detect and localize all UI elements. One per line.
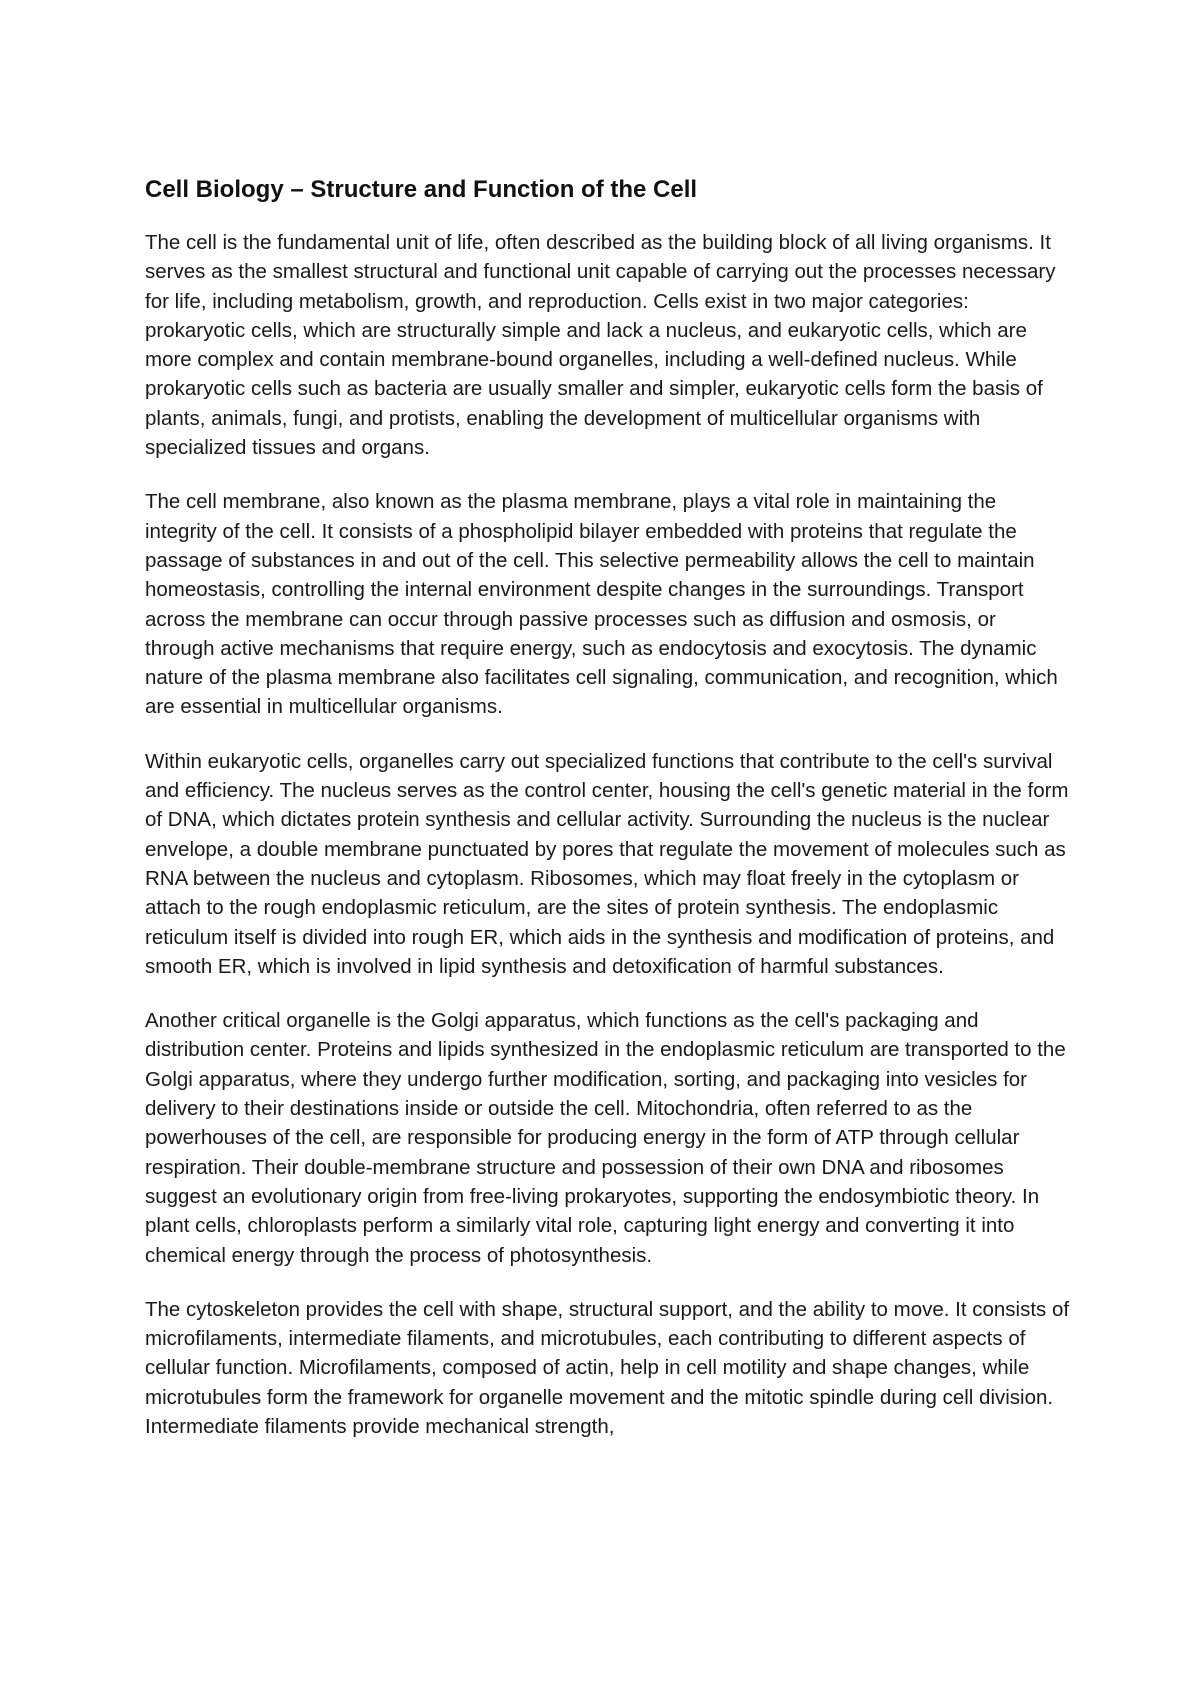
document-title: Cell Biology – Structure and Function of the Cell <box>145 176 698 203</box>
paragraph-organelles: Within eukaryotic cells, organelles carry out specialized functions that contribute to the cell's survival and efficiency. The nucleus serves as the control center, housing the cell's genetic material in the form of DNA, which dictates protein synthesis and cellular activity. Surrounding the nucleus is the nuclear envelope, a double membrane punctuated by pores that regulate the movement of molecules such as RNA between the nucleus and cytoplasm. Ribosomes, which may float freely in the cytoplasm or attach to the rough endoplasmic reticulum, are the sites of protein synthesis. The endoplasmic reticulum itself is divided into rough ER, which aids in the synthesis and modification of proteins, and smooth ER, which is involved in lipid synthesis and detoxification of harmful substances. <box>145 749 1069 978</box>
document-body <box>145 174 1070 1466</box>
paragraph-golgi-mitochondria: Another critical organelle is the Golgi apparatus, which functions as the cell's packaging and distribution center. Proteins and lipids synthesized in the endoplasmic reticulum are transported to the Golgi apparatus, where they undergo further modification, sorting, and packaging into vesicles for delivery to their destinations inside or outside the cell. Mitochondria, often referred to as the powerhouses of the cell, are responsible for producing energy in the form of ATP through cellular respiration. Their double-membrane structure and possession of their own DNA and ribosomes suggest an evolutionary origin from free-living prokaryotes, supporting the endosymbiotic theory. In plant cells, chloroplasts perform a similarly vital role, capturing light energy and converting it into chemical energy through the process of photosynthesis. <box>145 1009 1066 1267</box>
paragraph-cytoskeleton: The cytoskeleton provides the cell with shape, structural support, and the ability to move. It consists of microfilaments, intermediate filaments, and microtubules, each contributing to different aspects of cellular function. Microfilaments, composed of actin, help in cell motility and shape changes, while microtubules form the framework for organelle movement and the mitotic spindle during cell division. Intermediate filaments provide mechanical strength, <box>145 1297 1070 1438</box>
paragraph-intro: The cell is the fundamental unit of life, often described as the building block of all living organisms. It serves as the smallest structural and functional unit capable of carrying out the processes necessary for life, including metabolism, growth, and reproduction. Cells exist in two major categories: prokaryotic cells, which are structurally simple and lack a nucleus, and eukaryotic cells, which are more complex and contain membrane-bound organelles, including a well-defined nucleus. While prokaryotic cells such as bacteria are usually smaller and simpler, eukaryotic cells form the basis of plants, animals, fungi, and protists, enabling the development of multicellular organisms with specialized tissues and organs. <box>145 231 1056 460</box>
paragraph-cell-membrane: The cell membrane, also known as the plasma membrane, plays a vital role in maintaining the integrity of the cell. It consists of a phospholipid bilayer embedded with proteins that regulate the passage of substances in and out of the cell. This selective permeability allows the cell to maintain homeostasis, controlling the internal environment despite changes in the surroundings. Transport across the membrane can occur through passive processes such as diffusion and osmosis, or through active mechanisms that require energy, such as endocytosis and exocytosis. The dynamic nature of the plasma membrane also facilitates cell signaling, communication, and recognition, which are essential in multicellular organisms. <box>145 490 1058 719</box>
